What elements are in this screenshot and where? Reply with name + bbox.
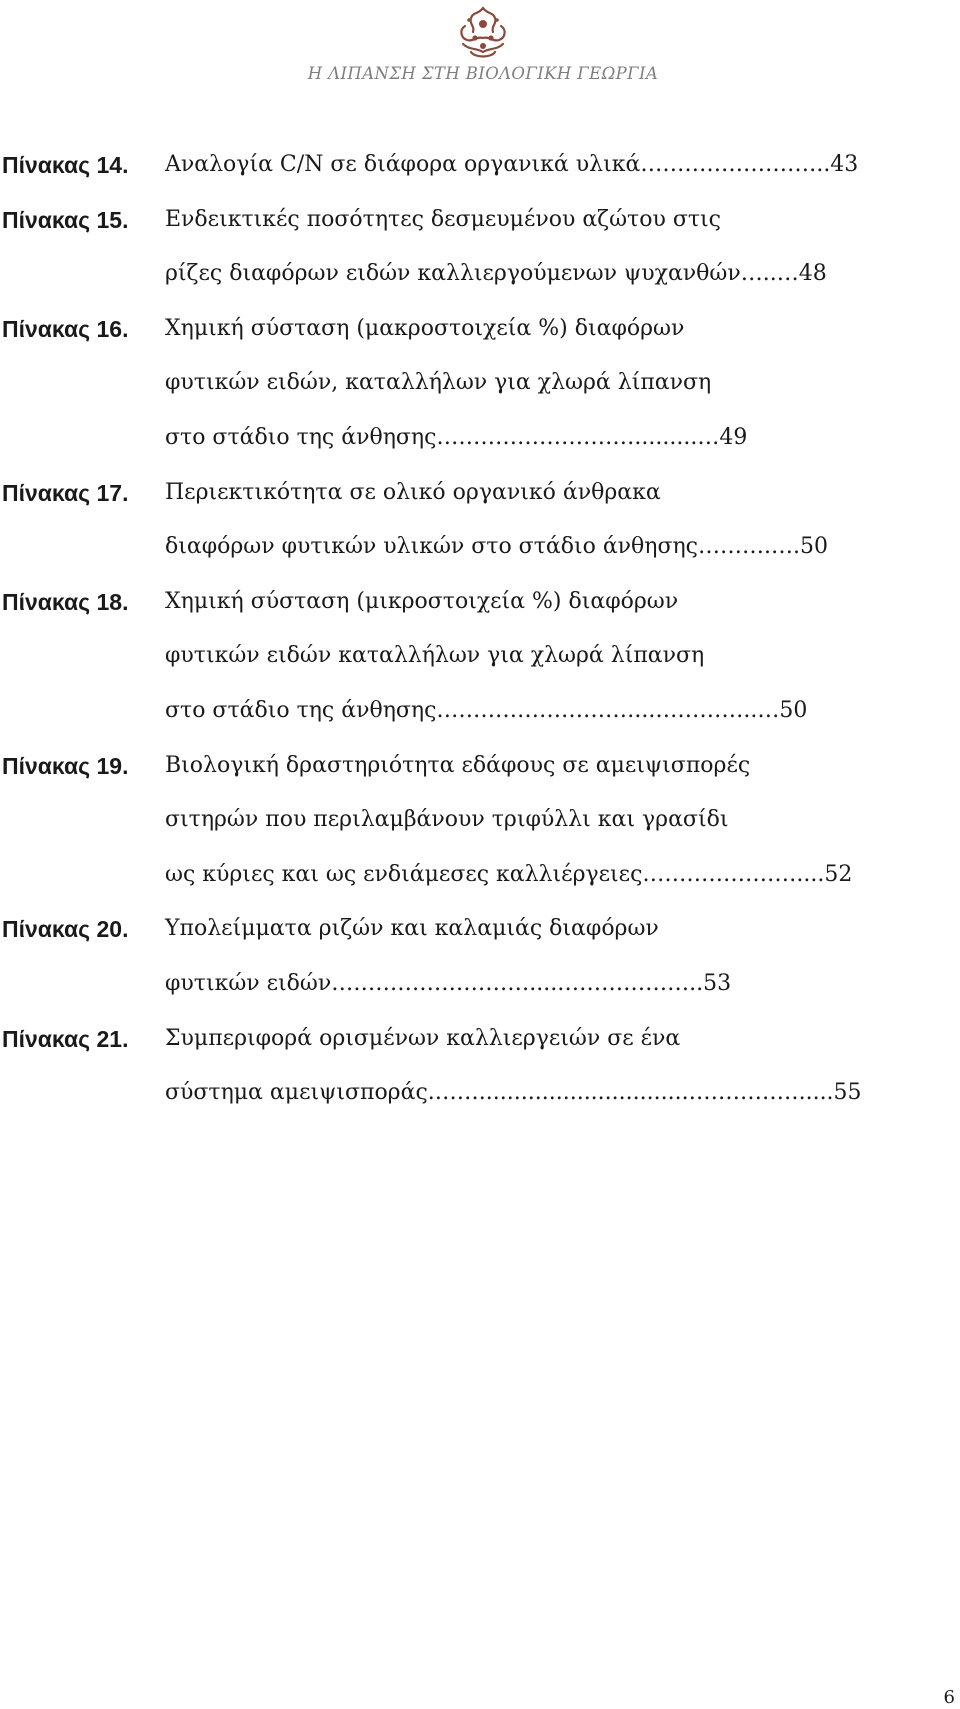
toc-entry-text: Χημική σύσταση (μικροστοιχεία %) διαφόρων — [165, 588, 679, 614]
toc-line — [2, 848, 958, 903]
toc-entry-text: Ενδεικτικές ποσότητες δεσμευμένου αζώτου στις — [165, 206, 721, 232]
toc-line — [2, 684, 958, 739]
toc-entry-label: Πίνακας 18. — [2, 588, 129, 615]
toc-line — [2, 793, 958, 848]
toc-line — [2, 356, 958, 411]
toc-line — [2, 629, 958, 684]
toc-line — [2, 302, 958, 357]
toc-entry-text: σιτηρών που περιλαμβάνουν τριφύλλι και γρασίδι — [165, 807, 729, 833]
toc-entry-text: σύστημα αμειψισποράς.……..............................…………….....55 — [165, 1080, 862, 1106]
toc-line — [2, 739, 958, 794]
toc-entry-text: Χημική σύσταση (μακροστοιχεία %) διαφόρων — [165, 315, 685, 341]
toc-entry-text: Βιολογική δραστηριότητα εδάφους σε αμειψισπορές — [165, 752, 751, 778]
table-of-contents — [2, 138, 958, 1121]
toc-line — [2, 466, 958, 521]
page-header — [0, 0, 960, 100]
toc-line — [2, 247, 958, 302]
toc-entry-text: διαφόρων φυτικών υλικών στο στάδιο άνθησης……….….50 — [165, 534, 828, 560]
toc-line — [2, 1012, 958, 1067]
toc-line — [2, 1066, 958, 1121]
emblem-icon — [451, 4, 515, 62]
page-number: 6 — [943, 1687, 955, 1708]
toc-entry-label: Πίνακας 20. — [2, 916, 129, 943]
toc-line — [2, 193, 958, 248]
toc-entry-label: Πίνακας 21. — [2, 1025, 129, 1052]
toc-line — [2, 520, 958, 575]
toc-entry-text: στο στάδιο της άνθησης……………………….........…49 — [165, 424, 748, 450]
toc-entry-text: Περιεκτικότητα σε ολικό οργανικό άνθρακα — [165, 479, 661, 505]
toc-entry-label: Πίνακας 17. — [2, 479, 129, 506]
toc-entry-text: ρίζες διαφόρων ειδών καλλιεργούμενων ψυχανθών…..…48 — [165, 261, 827, 287]
toc-line — [2, 575, 958, 630]
toc-entry-text: φυτικών ειδών, καταλλήλων για χλωρά λίπανση — [165, 370, 712, 396]
toc-line — [2, 957, 958, 1012]
running-header-title: Η ΛΙΠΑΝΣΗ ΣΤΗ ΒΙΟΛΟΓΙΚΗ ΓΕΩΡΓΙΑ — [307, 64, 659, 83]
toc-line — [2, 138, 958, 193]
toc-entry-label: Πίνακας 15. — [2, 206, 129, 233]
toc-entry-text: φυτικών ειδών καταλλήλων για χλωρά λίπανση — [165, 643, 705, 669]
toc-entry-text: Συμπεριφορά ορισμένων καλλιεργειών σε ένα — [165, 1025, 681, 1051]
toc-entry-label: Πίνακας 14. — [2, 152, 129, 178]
toc-line — [2, 411, 958, 466]
toc-line — [2, 902, 958, 957]
toc-entry-text: Αναλογία C/N σε διάφορα οργανικά υλικά……………………..43 — [165, 152, 859, 177]
toc-entry-label: Πίνακας 19. — [2, 752, 129, 779]
toc-entry-text: στο στάδιο της άνθησης………………………...…………..…50 — [165, 697, 808, 723]
toc-entry-text: φυτικών ειδών………………………....………………..53 — [165, 970, 732, 996]
toc-entry-text: Υπολείμματα ριζών και καλαμιάς διαφόρων — [165, 916, 659, 942]
toc-entry-label: Πίνακας 16. — [2, 315, 129, 342]
toc-entry-text: ως κύριες και ως ενδιάμεσες καλλιέργειες…………………....52 — [165, 861, 853, 887]
